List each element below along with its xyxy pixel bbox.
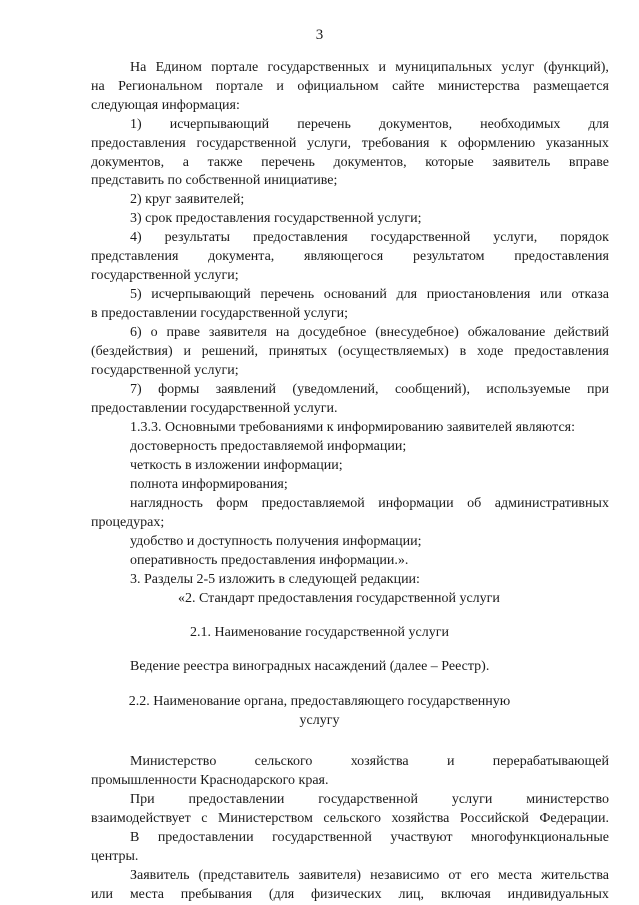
text-line: процедурах; <box>91 515 165 530</box>
text-line: государственной услуги; <box>91 363 239 378</box>
text-line: Министерство сельского хозяйства и перерабатывающей <box>130 754 609 769</box>
text-line: государственной услуги; <box>91 268 239 283</box>
text-line: предоставления государственной услуги, требования к оформлению указанных <box>91 136 609 151</box>
text-line: В предоставлении государственной участвуют многофункциональные <box>130 830 609 845</box>
text-line: взаимодействует с Министерством сельского хозяйства Российской Федерации. <box>91 811 609 826</box>
text-line: 3) срок предоставления государственной услуги; <box>130 211 422 226</box>
text-line: удобство и доступность получения информации; <box>130 534 422 549</box>
text-line: 3. Разделы 2-5 изложить в следующей редакции: <box>130 572 420 587</box>
text-line: На Едином портале государственных и муниципальных услуг (функций), <box>130 60 609 75</box>
page-number: 3 <box>315 27 324 43</box>
text-line: промышленности Краснодарского края. <box>91 773 329 788</box>
text-line: в предоставлении государственной услуги; <box>91 306 349 321</box>
text-line: «2. Стандарт предоставления государственной услуги <box>178 591 500 606</box>
text-line: 2) круг заявителей; <box>130 192 245 207</box>
text-line: представления документа, являющегося результатом предоставления <box>91 249 609 264</box>
text-line: оперативность предоставления информации.». <box>130 553 409 568</box>
text-line: 1) исчерпывающий перечень документов, необходимых для <box>130 117 609 132</box>
text-line: достоверность предоставляемой информации; <box>130 439 407 454</box>
text-line: При предоставлении государственной услуги министерство <box>130 792 609 807</box>
text-line: полнота информирования; <box>130 477 288 492</box>
text-line: предоставлении государственной услуги. <box>91 401 338 416</box>
text-line: 2.1. Наименование государственной услуги <box>190 625 449 640</box>
text-line: услугу <box>299 713 340 728</box>
text-line: 5) исчерпывающий перечень оснований для приостановления или отказа <box>130 287 609 302</box>
text-line: 1.3.3. Основными требованиями к информированию заявителей являются: <box>130 420 576 435</box>
text-line: Заявитель (представитель заявителя) независимо от его места жительства <box>130 868 609 883</box>
text-line: Ведение реестра виноградных насаждений (далее – Реестр). <box>130 659 490 674</box>
text-line: 7) формы заявлений (уведомлений, сообщений), используемые при <box>130 382 609 397</box>
text-line: или места пребывания (для физических лиц, включая индивидуальных <box>91 887 609 902</box>
text-line: 4) результаты предоставления государственной услуги, порядок <box>130 230 609 245</box>
text-line: центры. <box>91 849 139 864</box>
text-line: (бездействия) и решений, принятых (осуществляемых) в ходе предоставления <box>91 344 609 359</box>
text-line: наглядность форм предоставляемой информации об административных <box>130 496 609 511</box>
text-line: 2.2. Наименование органа, предоставляющего государственную <box>128 694 511 709</box>
text-line: на Региональном портале и официальном сайте министерства размещается <box>91 79 609 94</box>
text-line: представить по собственной инициативе; <box>91 173 338 188</box>
text-line: 6) о праве заявителя на досудебное (внесудебное) обжалование действий <box>130 325 609 340</box>
text-line: четкость в изложении информации; <box>130 458 343 473</box>
text-line: документов, а также перечень документов, которые заявитель вправе <box>91 155 609 170</box>
text-line: следующая информация: <box>91 98 240 113</box>
